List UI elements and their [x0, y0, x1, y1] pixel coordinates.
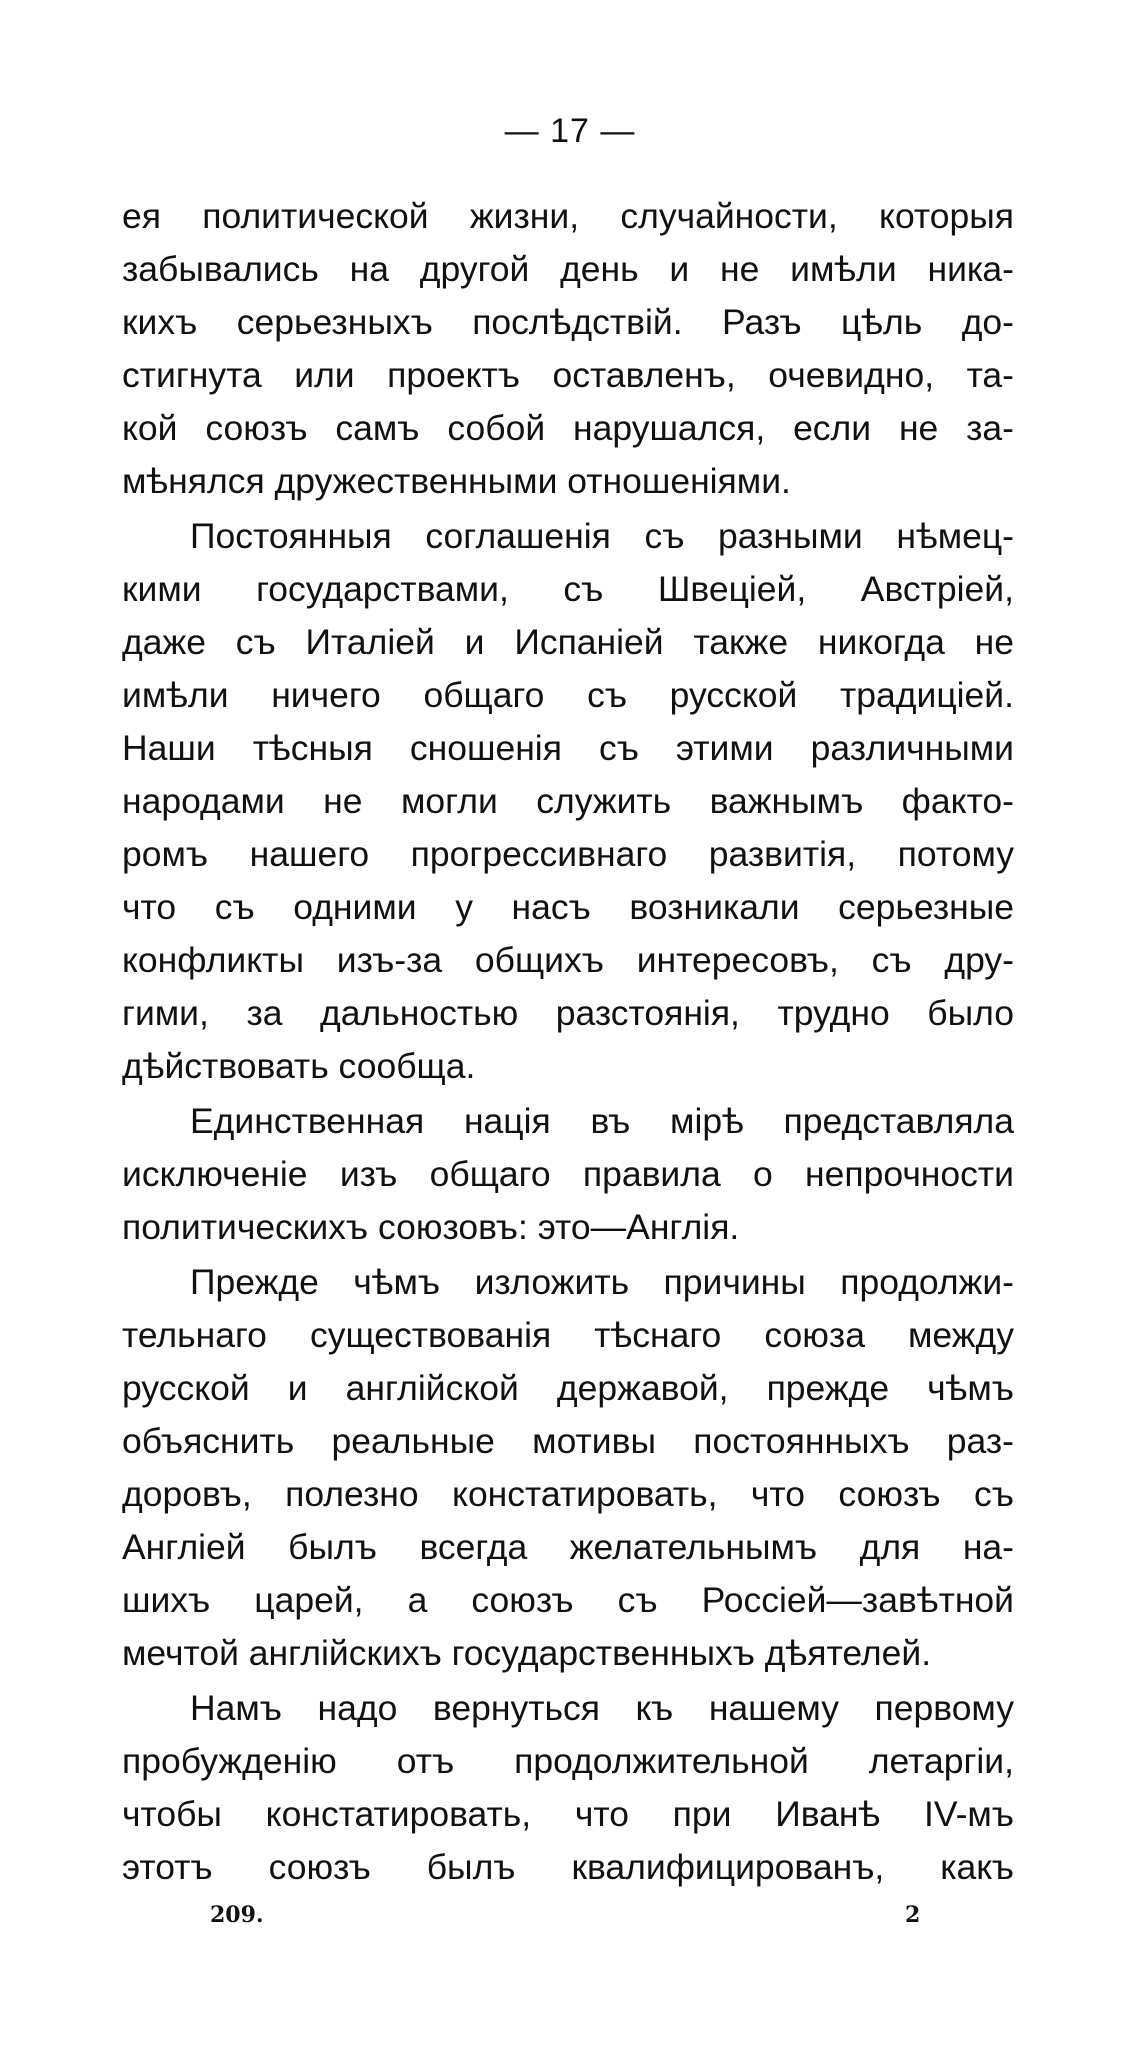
body-text [122, 190, 1014, 1894]
text-line: народами не могли служить важнымъ факто- [122, 781, 1014, 821]
text-line: Прежде чѣмъ изложить причины продолжи- [190, 1262, 1014, 1302]
text-line: политическихъ союзовъ: это—Англія. [122, 1207, 740, 1247]
text-line: кими государствами, съ Швеціей, Австріей, [122, 569, 1014, 609]
text-line: тельнаго существованія тѣснаго союза между [122, 1315, 1014, 1355]
text-line: Постоянныя соглашенія съ разными нѣмец- [190, 516, 1014, 556]
text-line: имѣли ничего общаго съ русской традиціей. [122, 675, 1014, 715]
page-footer [0, 1902, 1140, 1942]
text-line: даже съ Италіей и Испаніей также никогда не [122, 622, 1014, 662]
text-line: забывались на другой день и не имѣли никa- [122, 249, 1014, 289]
text-line: Намъ надо вернуться къ нашему первому [190, 1688, 1014, 1728]
text-line: ея политической жизни, случайности, которыя [122, 196, 1014, 236]
printer-signature: 209. [210, 1902, 264, 1928]
sheet-mark: 2 [905, 1902, 921, 1928]
text-line: что съ одними у насъ возникали серьезные [122, 887, 1014, 927]
text-line: Единственная нація въ мірѣ представляла [190, 1101, 1014, 1141]
paragraph [122, 190, 1014, 508]
text-line: чтобы констатировать, что при Иванѣ IV-мъ [122, 1794, 1014, 1834]
text-line: этотъ союзъ былъ квалифицированъ, какъ [122, 1847, 1014, 1887]
paragraph [122, 1256, 1014, 1680]
text-line: дѣйствовать сообща. [122, 1046, 476, 1086]
text-line: кихъ серьезныхъ послѣдствій. Разъ цѣль до- [122, 302, 1014, 342]
text-line: Англіей былъ всегда желательнымъ для на- [122, 1527, 1014, 1567]
text-line: шихъ царей, а союзъ съ Россіей—завѣтной [122, 1580, 1014, 1620]
text-line: гими, за дальностью разстоянія, трудно было [122, 993, 1014, 1033]
text-line: мѣнялся дружественными отношеніями. [122, 461, 791, 501]
text-line: объяснить реальные мотивы постоянныхъ раз- [122, 1421, 1014, 1461]
text-line: доровъ, полезно констатировать, что союзъ съ [122, 1474, 1014, 1514]
text-line: мечтой англійскихъ государственныхъ дѣятелей. [122, 1633, 932, 1673]
page-number: — 17 — [504, 112, 636, 150]
text-line: конфликты изъ-за общихъ интересовъ, съ дру- [122, 940, 1014, 980]
text-line: Наши тѣсныя сношенія съ этими различными [122, 728, 1014, 768]
text-line: русской и англійской державой, прежде чѣмъ [122, 1368, 1014, 1408]
text-line: исключеніе изъ общаго правила о непрочности [122, 1154, 1014, 1194]
paragraph [122, 510, 1014, 1093]
paragraph [122, 1095, 1014, 1254]
text-line: кой союзъ самъ собой нарушался, если не за- [122, 408, 1014, 448]
text-line: пробужденію отъ продолжительной летаргіи, [122, 1741, 1014, 1781]
text-line: ромъ нашего прогрессивнаго развитія, потому [122, 834, 1014, 874]
text-line: стигнута или проектъ оставленъ, очевидно, та- [122, 355, 1014, 395]
paragraph [122, 1682, 1014, 1894]
